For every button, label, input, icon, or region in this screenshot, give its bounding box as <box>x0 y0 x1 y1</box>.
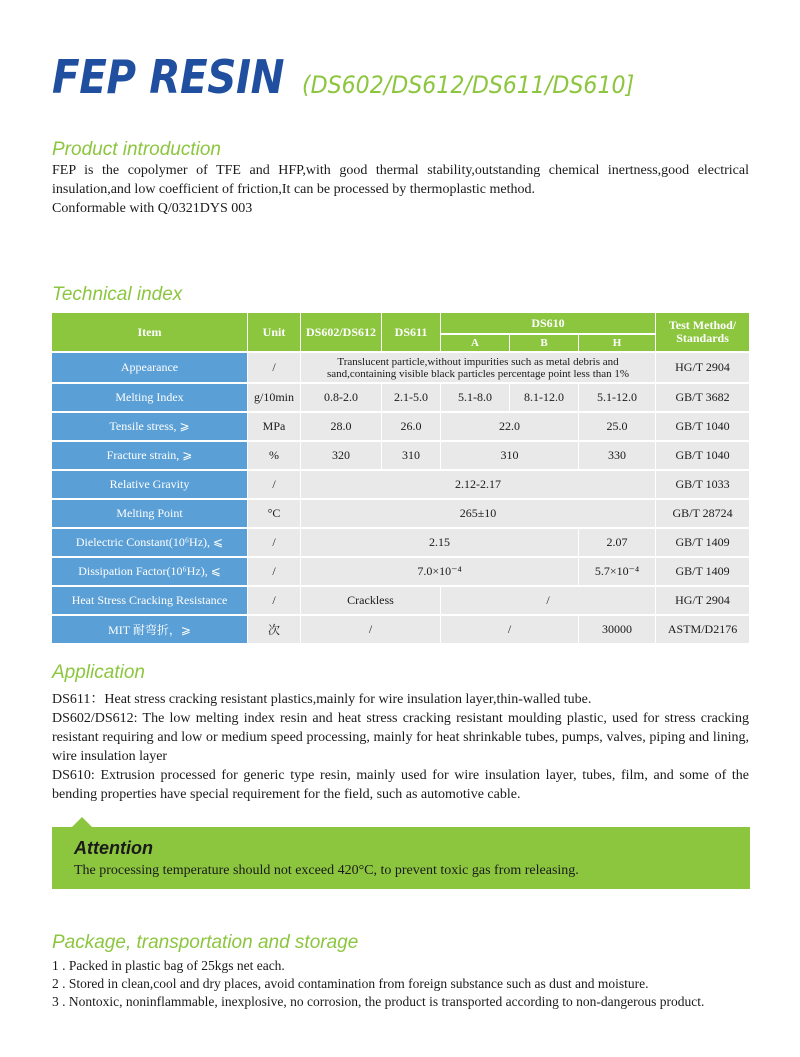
table-row <box>52 558 749 585</box>
header-ds602: DS602/DS612 <box>301 313 381 351</box>
header-ds610: DS610 <box>441 313 655 333</box>
cell-value: 2.1-5.0 <box>382 384 440 411</box>
cell-standard: GB/T 3682 <box>656 384 749 411</box>
application-ds602: DS602/DS612: The low melting index resin and heat stress cracking resistant moulding plastic, used for stress cracking resistant requiring and low or medium speed processing, mainly for heat shrinkable tubes, pumps, valves, piping and lining, wire insulation layer <box>52 711 749 764</box>
cell-unit: / <box>248 353 300 382</box>
cell-value: 30000 <box>579 616 655 643</box>
cell-value: 28.0 <box>301 413 381 440</box>
cell-value: 310 <box>441 442 578 469</box>
intro-heading: Product introduction <box>52 139 221 160</box>
page-title <box>52 50 663 110</box>
row-label: Melting Index <box>52 384 247 411</box>
attention-title: Attention <box>74 838 153 858</box>
cell-value: 5.1-8.0 <box>441 384 509 411</box>
cell-value: 0.8-2.0 <box>301 384 381 411</box>
header-unit: Unit <box>248 313 300 351</box>
header-item: Item <box>52 313 247 351</box>
cell-value: 22.0 <box>441 413 578 440</box>
cell-value: / <box>441 587 655 614</box>
table-row <box>52 471 749 498</box>
attention-text: The processing temperature should not exceed 420°C, to prevent toxic gas from releasing. <box>74 863 579 878</box>
header-ds611: DS611 <box>382 313 440 351</box>
application-ds611: DS611：Heat stress cracking resistant plastics,mainly for wire insulation layer,thin-walled tube. <box>52 692 592 707</box>
list-item: 2 . Stored in clean,cool and dry places, avoid contamination from foreign substance such as dust and moisture. <box>52 976 649 991</box>
table-row <box>52 616 749 643</box>
technical-heading: Technical index <box>52 284 183 305</box>
cell-unit: % <box>248 442 300 469</box>
row-label: Relative Gravity <box>52 471 247 498</box>
row-label: Dissipation Factor(10⁶Hz), ⩽ <box>52 558 247 585</box>
cell-value: Crackless <box>301 587 440 614</box>
intro-text <box>52 161 749 218</box>
row-label: Dielectric Constant(10⁶Hz), ⩽ <box>52 529 247 556</box>
technical-table <box>51 311 750 645</box>
cell-value: / <box>441 616 578 643</box>
cell-value: 25.0 <box>579 413 655 440</box>
cell-value: Translucent particle,without impurities such as metal debris and sand,containing visible black particles percentage point less than 1% <box>301 353 655 382</box>
cell-standard: GB/T 1033 <box>656 471 749 498</box>
cell-standard: GB/T 1409 <box>656 529 749 556</box>
cell-value: / <box>301 616 440 643</box>
row-label: Fracture strain, ⩾ <box>52 442 247 469</box>
cell-value: 5.1-12.0 <box>579 384 655 411</box>
row-label: Melting Point <box>52 500 247 527</box>
cell-standard: HG/T 2904 <box>656 353 749 382</box>
header-sub-h: H <box>579 335 655 351</box>
cell-unit: 次 <box>248 616 300 643</box>
cell-unit: / <box>248 529 300 556</box>
cell-value: 320 <box>301 442 381 469</box>
cell-unit: g/10min <box>248 384 300 411</box>
cell-unit: / <box>248 558 300 585</box>
table-row <box>52 529 749 556</box>
product-name: FEP RESIN <box>52 50 285 104</box>
cell-value: 2.12-2.17 <box>301 471 655 498</box>
package-list <box>52 957 752 1011</box>
cell-unit: / <box>248 471 300 498</box>
table-row <box>52 353 749 382</box>
cell-value: 310 <box>382 442 440 469</box>
cell-value: 265±10 <box>301 500 655 527</box>
intro-paragraph: FEP is the copolymer of TFE and HFP,with good thermal stability,outstanding chemical inertness,good electrical insulation,and low coefficient of friction,It can be processed by thermoplastic method. <box>52 163 749 197</box>
table-row <box>52 500 749 527</box>
table-row <box>52 413 749 440</box>
cell-standard: GB/T 1040 <box>656 413 749 440</box>
header-sub-a: A <box>441 335 509 351</box>
row-label: Heat Stress Cracking Resistance <box>52 587 247 614</box>
attention-pointer <box>72 817 92 827</box>
row-label: MIT 耐弯折，⩾ <box>52 616 247 643</box>
table-row <box>52 442 749 469</box>
cell-value: 330 <box>579 442 655 469</box>
cell-value: 26.0 <box>382 413 440 440</box>
cell-value: 2.07 <box>579 529 655 556</box>
cell-unit: / <box>248 587 300 614</box>
package-heading: Package, transportation and storage <box>52 932 359 953</box>
cell-unit: MPa <box>248 413 300 440</box>
table-row <box>52 384 749 411</box>
header-test-method: Test Method/ Standards <box>656 313 749 351</box>
cell-standard: GB/T 1409 <box>656 558 749 585</box>
header-sub-b: B <box>510 335 578 351</box>
list-item: 3 . Nontoxic, noninflammable, inexplosive, no corrosion, the product is transported according to non-dangerous product. <box>52 994 705 1009</box>
row-label: Tensile stress, ⩾ <box>52 413 247 440</box>
cell-unit: °C <box>248 500 300 527</box>
cell-value: 8.1-12.0 <box>510 384 578 411</box>
intro-conformance: Conformable with Q/0321DYS 003 <box>52 201 253 216</box>
cell-value: 7.0×10⁻⁴ <box>301 558 578 585</box>
attention-box <box>52 827 750 889</box>
cell-standard: HG/T 2904 <box>656 587 749 614</box>
list-item: 1 . Packed in plastic bag of 25kgs net each. <box>52 958 285 973</box>
cell-value: 5.7×10⁻⁴ <box>579 558 655 585</box>
cell-standard: GB/T 28724 <box>656 500 749 527</box>
row-label: Appearance <box>52 353 247 382</box>
application-text <box>52 690 749 804</box>
application-ds610: DS610: Extrusion processed for generic type resin, mainly used for wire insulation layer, tubes, film, and some of the bending properties have special requirement for the field, such as automotive cable. <box>52 768 749 802</box>
cell-standard: ASTM/D2176 <box>656 616 749 643</box>
model-list: (DS602/DS612/DS611/DS610] <box>301 71 634 99</box>
cell-standard: GB/T 1040 <box>656 442 749 469</box>
table-row <box>52 587 749 614</box>
cell-value: 2.15 <box>301 529 578 556</box>
application-heading: Application <box>52 662 145 683</box>
